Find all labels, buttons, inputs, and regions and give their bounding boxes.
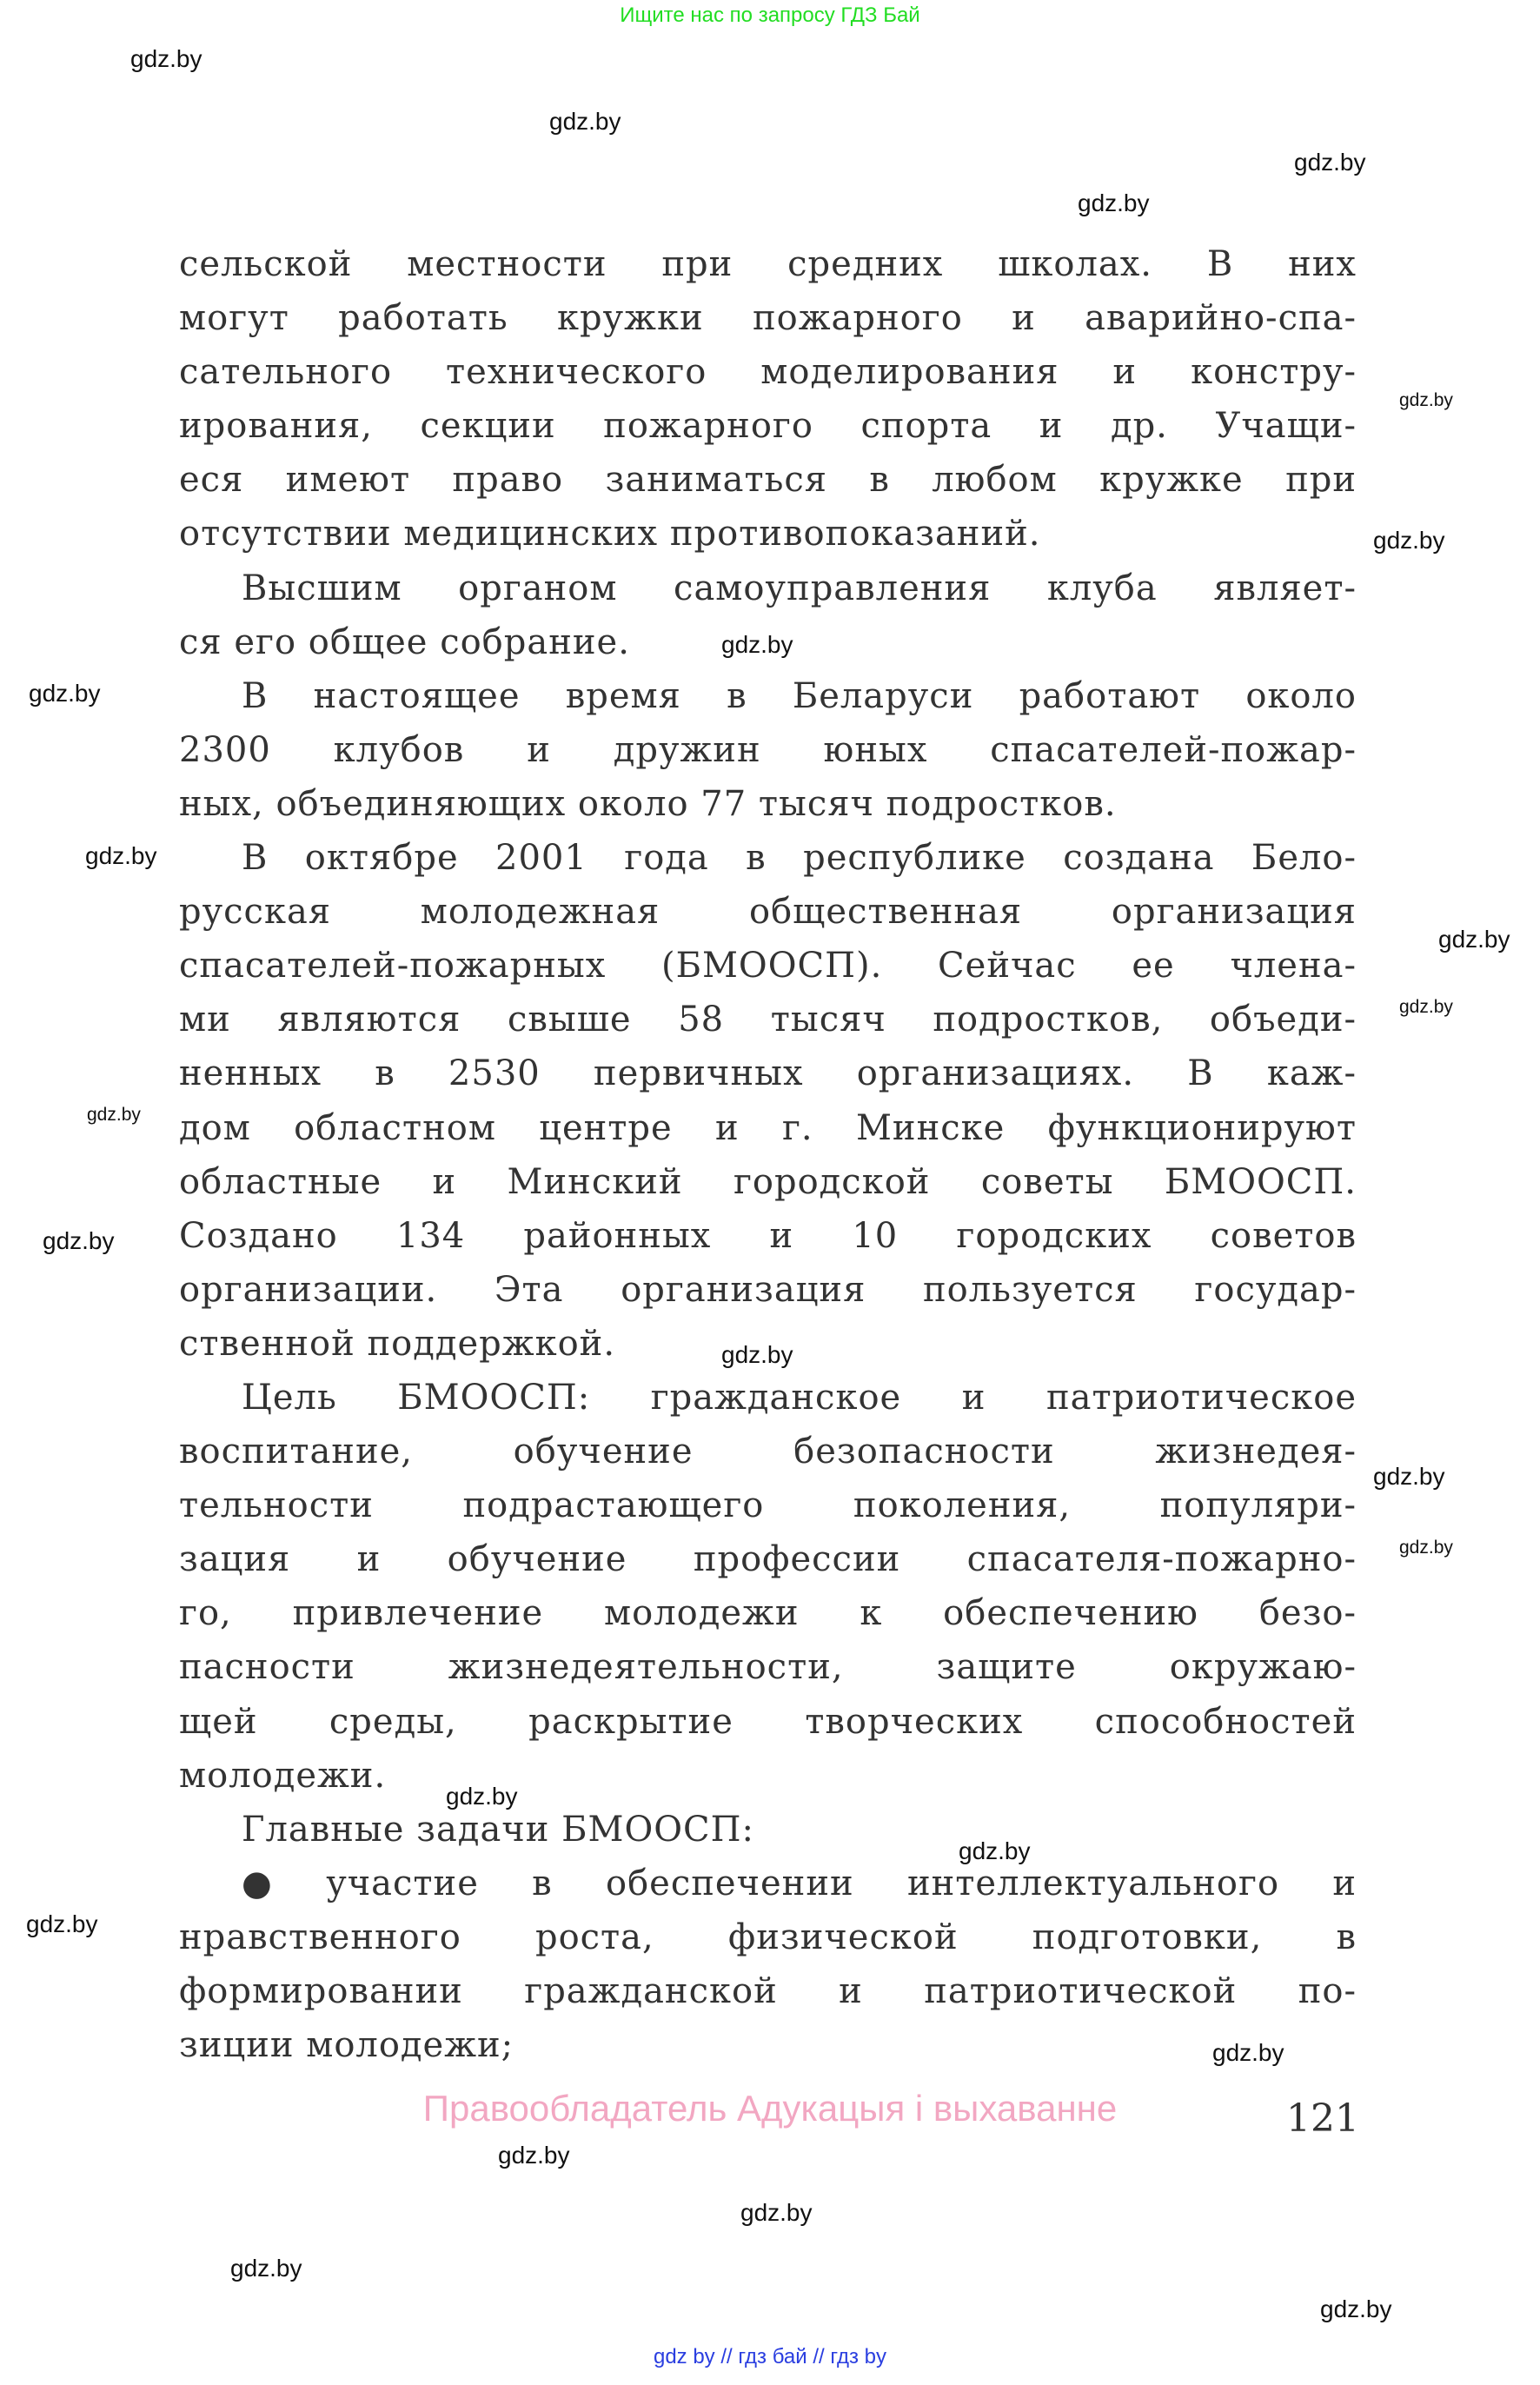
watermark: gdz.by	[446, 1783, 518, 1810]
text-line	[179, 993, 1357, 1046]
text-line-content: ных, объединяющих около 77 тысяч подростков.	[179, 783, 1117, 824]
text-line-content: формировании гражданской и патриотической по-	[179, 1971, 1357, 2011]
watermark: gdz.by	[1438, 926, 1510, 953]
text-line-content: пасности жизнедеятельности, защите окружаю-	[179, 1647, 1357, 1688]
text-line	[179, 1586, 1357, 1640]
text-line-content: сельской местности при средних школах. В них	[179, 244, 1357, 284]
text-line-content: еся имеют право заниматься в любом кружке при	[179, 460, 1357, 501]
watermark: gdz.by	[498, 2142, 570, 2169]
text-line-content: зиции молодежи;	[179, 2025, 514, 2066]
text-line	[179, 453, 1357, 507]
text-line	[179, 1046, 1357, 1100]
watermark: gdz.by	[1399, 390, 1453, 410]
text-line-content: го, привлечение молодежи к обеспечению безо-	[179, 1593, 1357, 1634]
text-line	[179, 399, 1357, 453]
watermark: gdz.by	[1399, 1538, 1453, 1558]
watermark: gdz.by	[43, 1227, 115, 1254]
watermark: gdz.by	[549, 108, 621, 135]
text-line	[179, 669, 1357, 723]
watermark: gdz.by	[1078, 189, 1150, 216]
watermark: gdz.by	[1373, 1463, 1445, 1490]
search-banner[interactable]: Ищите нас по запросу ГДЗ Бай	[620, 3, 920, 27]
text-line	[179, 1263, 1357, 1317]
text-line	[179, 1964, 1357, 2018]
watermark: gdz.by	[230, 2255, 302, 2282]
text-line-content: сательного технического моделирования и констру-	[179, 352, 1357, 393]
watermark: gdz.by	[1294, 149, 1366, 176]
text-line-content: организации. Эта организация пользуется государ-	[179, 1269, 1357, 1310]
text-line	[179, 885, 1357, 939]
text-line	[179, 1209, 1357, 1263]
text-line	[179, 777, 1357, 831]
watermark: gdz.by	[1320, 2295, 1392, 2322]
text-line-content: В настоящее время в Беларуси работают около	[242, 675, 1357, 716]
text-line-content: Создано 134 районных и 10 городских советов	[179, 1215, 1357, 1256]
watermark: gdz.by	[85, 842, 157, 869]
page-number: 121	[1286, 2096, 1359, 2141]
watermark: gdz.by	[721, 631, 793, 658]
text-line	[179, 615, 1357, 669]
text-line-content: ненных в 2530 первичных организациях. В каж-	[179, 1053, 1357, 1094]
text-line-content: воспитание, обучение безопасности жизнедея-	[179, 1432, 1357, 1472]
text-line-content: Высшим органом самоуправления клуба являет-	[242, 568, 1357, 608]
footer-links[interactable]: gdz by // гдз бай // гдз by	[653, 2345, 887, 2368]
text-line-content: зация и обучение профессии спасателя-пожарно-	[179, 1539, 1357, 1580]
watermark: gdz.by	[87, 1105, 141, 1125]
text-line-content: нравственного роста, физической подготовки, в	[179, 1917, 1357, 1957]
text-line	[179, 561, 1357, 615]
watermark: gdz.by	[29, 680, 101, 707]
text-line	[179, 2018, 1357, 2072]
watermark: gdz.by	[26, 1910, 98, 1937]
watermark: gdz.by	[130, 45, 202, 72]
text-line-content: ственной поддержкой.	[179, 1323, 616, 1364]
text-line-content: ирования, секции пожарного спорта и др. Учащи-	[179, 406, 1357, 447]
text-line	[179, 939, 1357, 993]
text-line-content: областные и Минский городской советы БМООСП.	[179, 1161, 1357, 1202]
text-line-content: ся его общее собрание.	[179, 621, 630, 662]
text-line	[179, 1857, 1357, 1910]
text-line	[179, 507, 1357, 561]
watermark: gdz.by	[721, 1341, 793, 1368]
text-line-content: Цель БМООСП: гражданское и патриотическое	[242, 1377, 1357, 1418]
text-line	[179, 1155, 1357, 1209]
text-line-content: тельности подрастающего поколения, популяри-	[179, 1485, 1357, 1526]
watermark: gdz.by	[1212, 2039, 1284, 2066]
text-line	[179, 1803, 1357, 1857]
text-line	[179, 723, 1357, 777]
text-line	[179, 1910, 1357, 1964]
watermark: gdz.by	[959, 1837, 1031, 1864]
text-line	[179, 1317, 1357, 1371]
text-line-content: В октябре 2001 года в республике создана Бело-	[242, 838, 1357, 879]
text-line-content: спасателей-пожарных (БМООСП). Сейчас ее члена-	[179, 946, 1357, 987]
text-line-content: могут работать кружки пожарного и аварийно-спа-	[179, 298, 1357, 339]
text-line	[179, 1695, 1357, 1749]
text-line	[179, 1478, 1357, 1532]
text-line	[179, 1101, 1357, 1155]
text-line-content: русская молодежная общественная организация	[179, 892, 1357, 933]
rights-holder-notice: Правообладатель Адукацыя і выхаванне	[422, 2088, 1118, 2129]
text-line	[179, 1425, 1357, 1478]
text-line-content: 2300 клубов и дружин юных спасателей-пожар-	[179, 729, 1357, 770]
watermark: gdz.by	[1373, 527, 1445, 554]
text-line	[179, 345, 1357, 399]
text-line-content: молодежи.	[179, 1755, 387, 1796]
text-line-content: Главные задачи БМООСП:	[242, 1809, 755, 1850]
text-line	[179, 291, 1357, 345]
text-line-content: дом областном центре и г. Минске функционируют	[179, 1107, 1357, 1148]
text-line	[179, 1532, 1357, 1586]
watermark: gdz.by	[1399, 997, 1453, 1017]
text-line	[179, 237, 1357, 291]
text-line	[179, 1640, 1357, 1694]
text-line-content: ● участие в обеспечении интеллектуального и	[242, 1863, 1357, 1903]
text-line	[179, 1371, 1357, 1425]
text-line-content: отсутствии медицинских противопоказаний.	[179, 514, 1041, 555]
page-body-text	[179, 237, 1357, 2072]
text-line-content: щей среды, раскрытие творческих способностей	[179, 1701, 1357, 1742]
text-line-content: ми являются свыше 58 тысяч подростков, объеди-	[179, 1000, 1357, 1040]
text-line	[179, 831, 1357, 885]
text-line	[179, 1749, 1357, 1803]
watermark: gdz.by	[740, 2199, 813, 2226]
